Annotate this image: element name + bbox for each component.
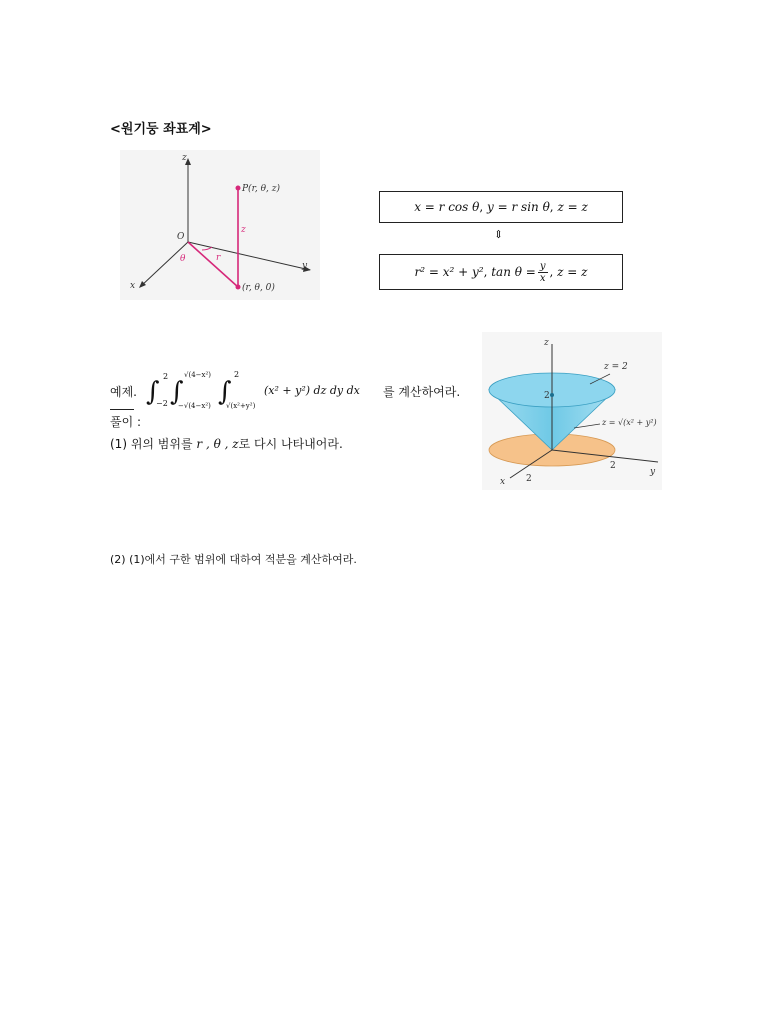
z-axis-label: z (544, 338, 549, 348)
z-length-label: z (241, 225, 246, 235)
fraction-numerator: y (539, 260, 546, 272)
separator: , (479, 200, 484, 214)
point-p (236, 186, 241, 191)
r-label: r (216, 253, 221, 263)
point-proj (236, 285, 241, 290)
r-squared-equation: r² = x² + y² (414, 265, 484, 279)
z-equation: z = z (557, 200, 588, 214)
x-axis-label: x (130, 281, 136, 291)
inner-integral-sign: ∫ (218, 377, 232, 407)
example-instruction: 를 계산하여라. (383, 385, 461, 399)
cone-equation-label: z = √(x² + y²) (602, 418, 657, 427)
point-p-label: P(r, θ, z) (242, 184, 280, 194)
x-tick: 2 (526, 474, 532, 484)
y-axis-label: y (302, 261, 308, 271)
cylindrical-coordinates-figure (120, 150, 320, 300)
y-tick: 2 (610, 461, 616, 471)
question-1-suffix: 로 다시 나타내어라. (238, 437, 343, 451)
fraction-denominator: x (539, 272, 546, 284)
y-over-x-fraction (538, 261, 548, 284)
separator: , (549, 200, 554, 214)
z-equation: z = z (557, 265, 588, 279)
solution-label: 풀이 : (110, 415, 142, 429)
z-axis-label: z (182, 153, 187, 163)
question-1-variables: r , θ , z (196, 437, 239, 451)
triple-integral (146, 368, 386, 414)
middle-integral-sign: ∫ (170, 377, 184, 407)
projection-label: (r, θ, 0) (242, 283, 275, 293)
origin-label: O (177, 232, 185, 242)
height-tick: 2 (544, 391, 550, 401)
outer-integral-sign: ∫ (146, 377, 160, 407)
inner-upper-limit: 2 (234, 370, 240, 379)
separator: , (483, 265, 488, 279)
conversion-box-1 (379, 191, 623, 223)
middle-lower-limit: −√(4−x²) (178, 402, 211, 410)
x-equation: x = r cos θ (414, 200, 480, 214)
theta-label: θ (180, 254, 186, 264)
example-label: 예제. (110, 385, 137, 399)
tan-equation: tan θ = (491, 265, 536, 279)
top-plane-label: z = 2 (604, 362, 628, 372)
x-axis-label: x (500, 477, 506, 487)
conversion-box-2 (379, 254, 623, 290)
integrand: (x² + y²) dz dy dx (264, 384, 360, 397)
equivalence-arrow: ⇕ (494, 228, 504, 241)
section-title: <원기둥 좌표계> (110, 122, 212, 137)
y-equation: y = r sin θ (487, 200, 550, 214)
inner-lower-limit: √(x²+y²) (226, 402, 256, 410)
outer-upper-limit: 2 (163, 372, 169, 381)
solution-overline (110, 409, 134, 410)
middle-upper-limit: √(4−x²) (184, 371, 211, 379)
question-1 (110, 435, 343, 452)
outer-lower-limit: −2 (156, 399, 168, 408)
cone-figure (482, 332, 662, 490)
separator: , (549, 265, 554, 279)
question-2: (2) (1)에서 구한 범위에 대하여 적분을 계산하여라. (110, 553, 357, 566)
y-axis-label: y (650, 467, 656, 477)
question-1-prefix: (1) 위의 범위를 (110, 437, 197, 451)
